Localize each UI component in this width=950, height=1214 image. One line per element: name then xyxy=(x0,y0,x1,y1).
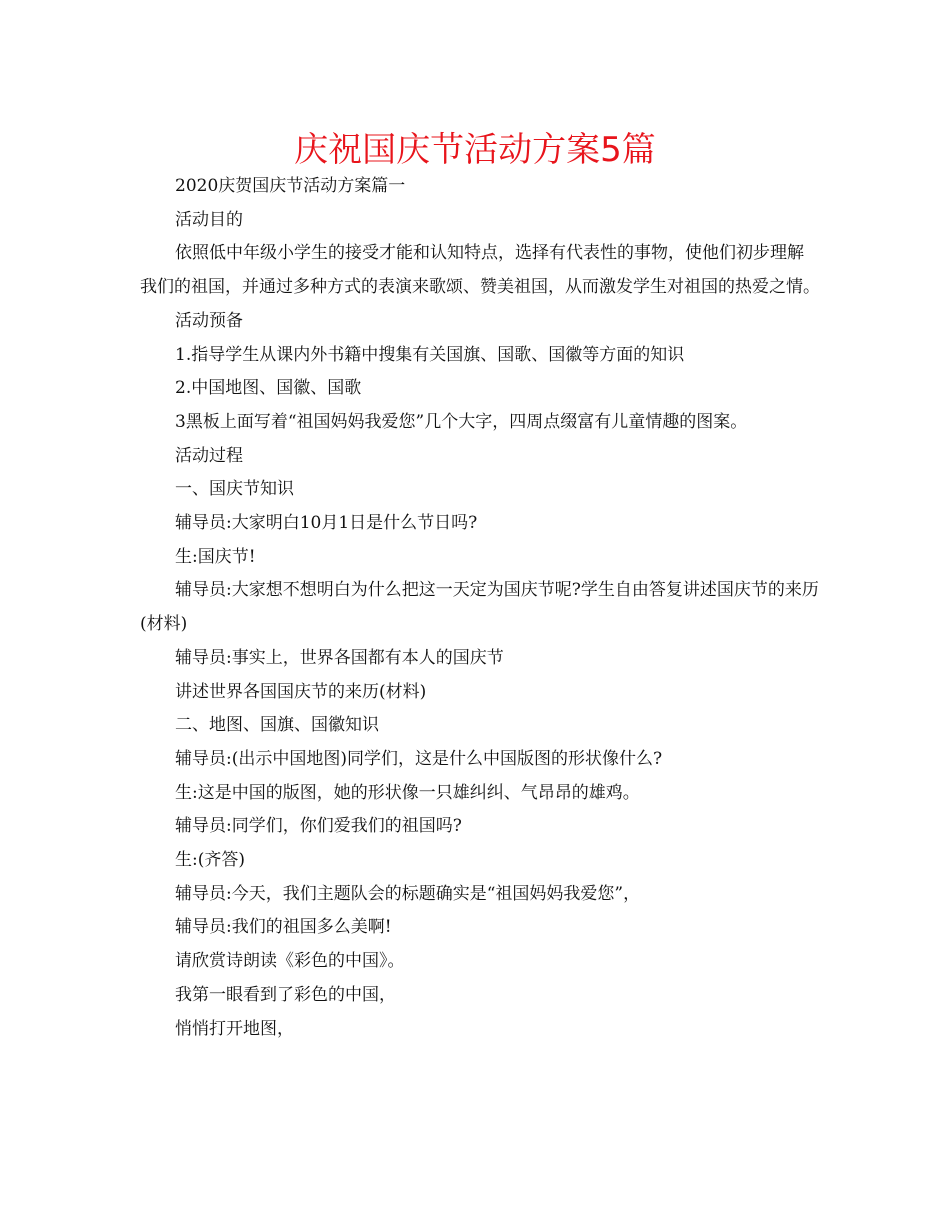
paragraph: 辅导员:(出示中国地图)同学们，这是什么中国版图的形状像什么? xyxy=(175,748,663,769)
paragraph: 活动目的 xyxy=(175,209,243,230)
paragraph: 生:国庆节! xyxy=(175,546,256,567)
paragraph: 辅导员:今天，我们主题队会的标题确实是“祖国妈妈我爱您”， xyxy=(175,883,641,904)
paragraph: 辅导员:大家明白10月1日是什么节日吗? xyxy=(175,513,478,534)
document-body xyxy=(140,170,820,1046)
paragraph: 辅导员:同学们，你们爱我们的祖国吗? xyxy=(175,816,462,837)
paragraph: 二、地图、国旗、国徽知识 xyxy=(175,715,379,736)
paragraph: 辅导员:大家想不想明白为什么把这一天定为国庆节呢?学生自由答复讲述国庆节的来历(材料) xyxy=(140,580,819,635)
paragraph: 辅导员:事实上，世界各国都有本人的国庆节 xyxy=(175,647,504,668)
paragraph: 一、国庆节知识 xyxy=(175,479,294,500)
paragraph: 3黑板上面写着“祖国妈妈我爱您”几个大字，四周点缀富有儿童情趣的图案。 xyxy=(175,411,748,432)
paragraph: 2.中国地图、国徽、国歌 xyxy=(175,378,362,399)
paragraph: 2020庆贺国庆节活动方案篇一 xyxy=(175,176,406,196)
paragraph: 请欣赏诗朗读《彩色的中国》。 xyxy=(175,951,405,972)
paragraph: 生:这是中国的版图，她的形状像一只雄纠纠、气昂昂的雄鸡。 xyxy=(175,782,640,803)
paragraph: 1.指导学生从课内外书籍中搜集有关国旗、国歌、国徽等方面的知识 xyxy=(175,344,685,365)
paragraph: 活动过程 xyxy=(175,445,243,466)
paragraph: 辅导员:我们的祖国多么美啊! xyxy=(175,917,392,938)
paragraph: 依照低中年级小学生的接受才能和认知特点，选择有代表性的事物，使他们初步理解我们的祖国，并通过多种方式的表演来歌颂、赞美祖国，从而激发学生对祖国的热爱之情。 xyxy=(140,243,820,298)
paragraph: 活动预备 xyxy=(175,310,243,331)
paragraph: 生:(齐答) xyxy=(175,850,245,871)
document-title: 庆祝国庆节活动方案5篇 xyxy=(294,130,656,170)
paragraph: 讲述世界各国国庆节的来历(材料) xyxy=(175,681,427,702)
paragraph: 悄悄打开地图， xyxy=(175,1018,294,1039)
paragraph: 我第一眼看到了彩色的中国， xyxy=(175,984,396,1005)
